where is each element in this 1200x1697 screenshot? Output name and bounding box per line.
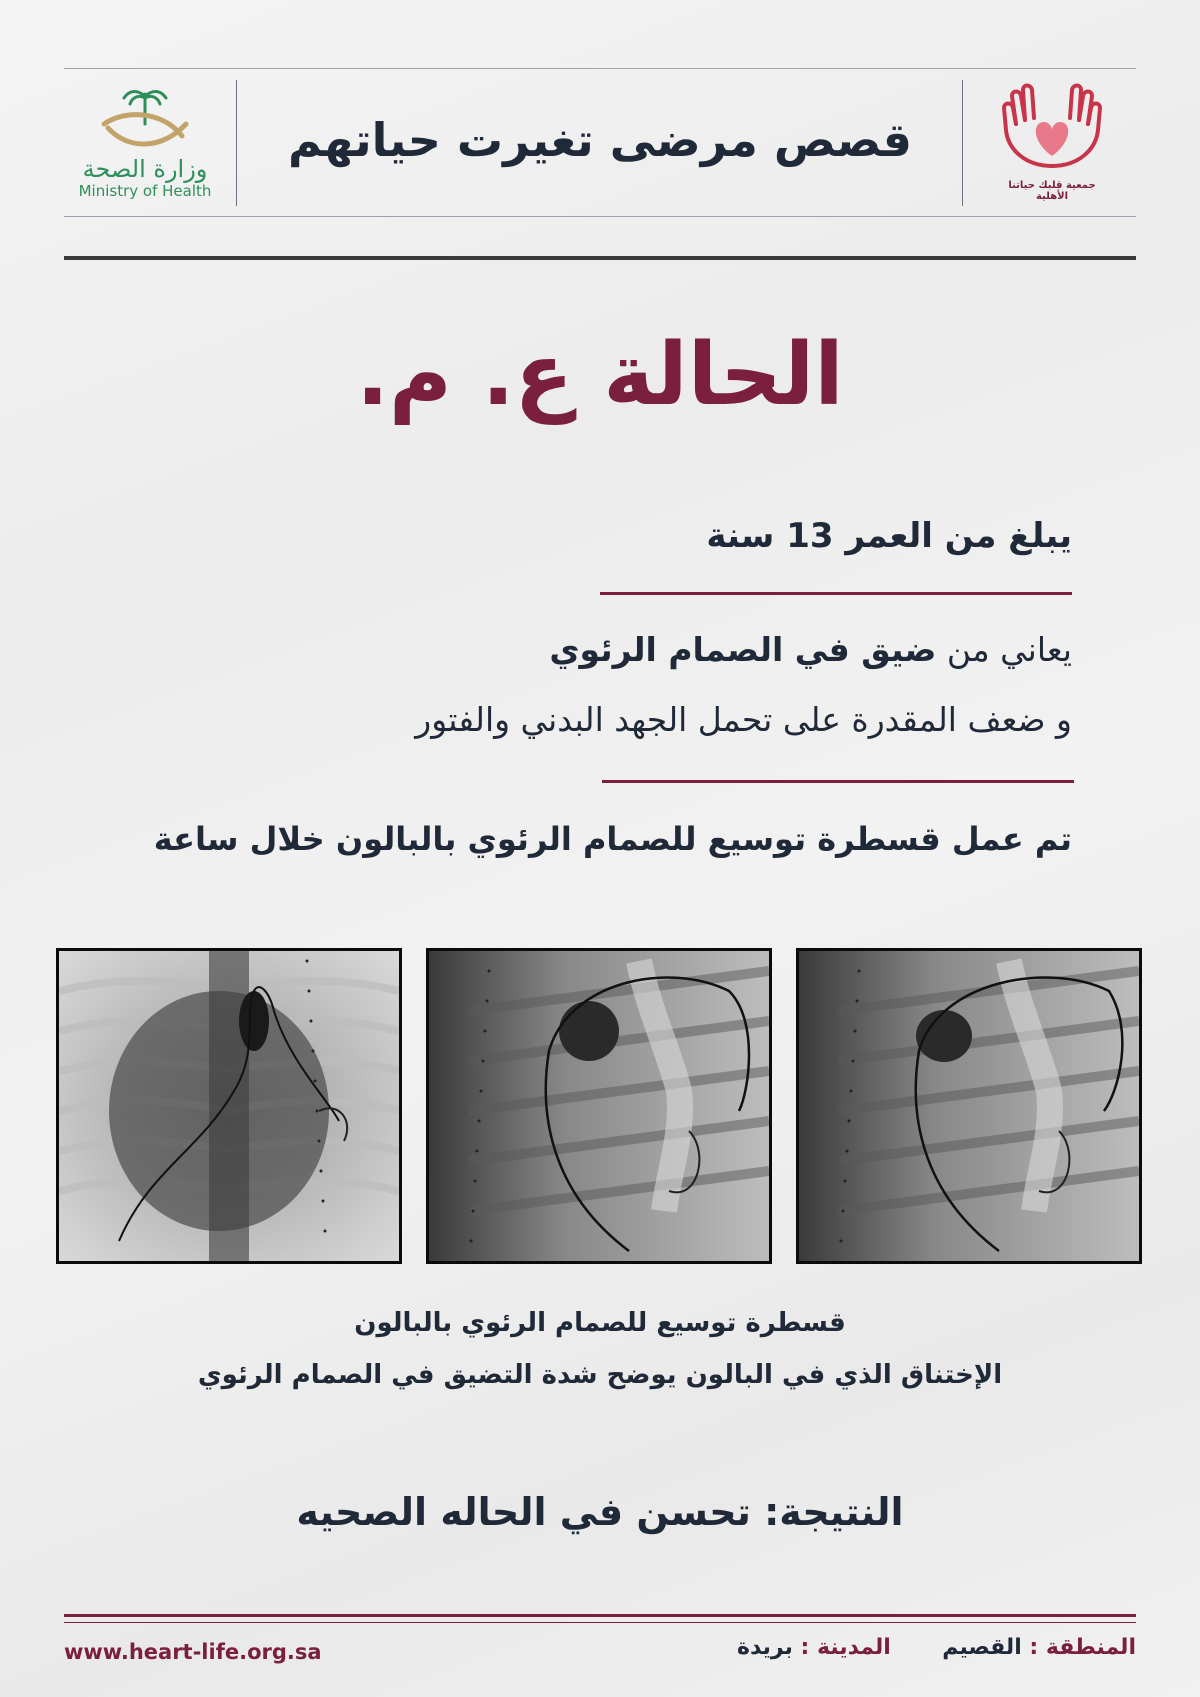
footer-rule-thin — [64, 1622, 1136, 1623]
xray-frontal-view-image — [56, 948, 402, 1264]
hands-heart-icon — [996, 78, 1108, 174]
condition-line-1 — [549, 630, 1072, 669]
moh-english-name: Ministry of Health — [78, 182, 212, 200]
region-value: القصيم — [942, 1635, 1022, 1660]
case-title: الحالة ع. م. — [356, 325, 844, 425]
ministry-of-health-logo — [70, 84, 220, 209]
moh-arabic-name: وزارة الصحة — [82, 155, 208, 183]
section-divider — [64, 256, 1136, 260]
page-header-title: قصص مرضى تغيرت حياتهم — [287, 113, 913, 167]
location-info — [737, 1635, 1136, 1660]
procedure-text: تم عمل قسطرة توسيع للصمام الرئوي بالبالون خلال ساعة — [153, 820, 1072, 858]
xray-balloon-dilation-image — [796, 948, 1142, 1264]
divider-rule-1 — [600, 592, 1072, 595]
footer-rule-thick — [64, 1614, 1136, 1617]
patient-age: يبلغ من العمر 13 سنة — [706, 516, 1072, 556]
xray-balloon-inflation-image — [426, 948, 772, 1264]
header-top-rule — [64, 68, 1136, 69]
heart-logo-caption: جمعية قلبك حياتنا الأهلية — [1008, 180, 1096, 202]
website-link[interactable]: www.heart-life.org.sa — [64, 1640, 322, 1664]
image-caption-line-2: الإختناق الذي في البالون يوضح شدة التضيق في الصمام الرئوي — [197, 1360, 1003, 1390]
condition-prefix: يعاني من — [936, 630, 1072, 669]
palm-swords-icon — [90, 84, 200, 152]
header-bottom-rule — [64, 216, 1136, 217]
city-label: المدينة : — [792, 1635, 891, 1660]
condition-diagnosis: ضيق في الصمام الرئوي — [549, 630, 937, 669]
condition-line-2: و ضعف المقدرة على تحمل الجهد البدني والفتور — [415, 700, 1072, 739]
divider-rule-2 — [602, 780, 1074, 783]
region-label: المنطقة : — [1021, 1635, 1136, 1660]
city-value: بريدة — [736, 1635, 793, 1660]
header-divider-left — [236, 80, 237, 206]
image-caption-line-1: قسطرة توسيع للصمام الرئوي بالبالون — [354, 1308, 846, 1338]
header-divider-right — [962, 80, 963, 206]
heart-life-logo — [992, 78, 1112, 208]
result-text: النتيجة: تحسن في الحاله الصحيه — [296, 1490, 904, 1534]
